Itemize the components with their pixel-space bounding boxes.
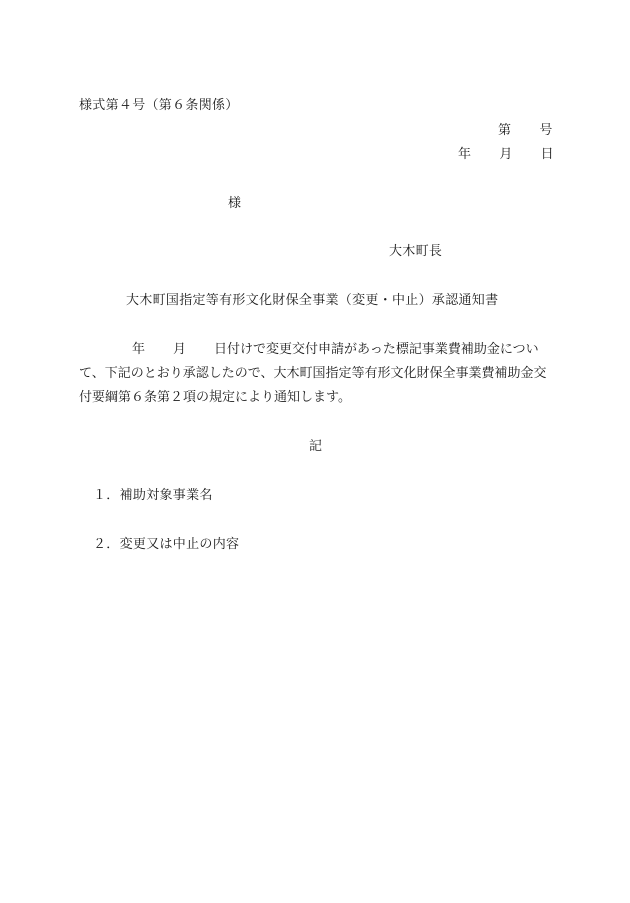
item-2-label: 変更又は中止の内容	[119, 537, 240, 552]
body-paragraph	[79, 338, 551, 410]
doc-number-label	[498, 123, 553, 139]
item-1-number: １．	[93, 488, 120, 503]
item-1	[93, 488, 213, 504]
document-title: 大木町国指定等有形文化財保全事業（変更・中止）承認通知書	[126, 293, 499, 308]
doc-number-prefix: 第	[498, 123, 512, 138]
ki-heading: 記	[309, 439, 323, 454]
item-1-label: 補助対象事業名	[119, 488, 213, 503]
body-month: 月	[173, 342, 187, 357]
item-2	[93, 537, 239, 553]
issue-date	[458, 147, 554, 163]
item-2-number: ２．	[93, 537, 120, 552]
addressee-suffix: 様	[228, 196, 242, 211]
issuer-name: 大木町長	[389, 244, 443, 259]
form-number: 様式第４号（第６条関係）	[79, 98, 239, 113]
doc-number-suffix: 号	[539, 123, 553, 138]
body-year: 年	[132, 342, 146, 357]
date-month: 月	[499, 147, 513, 162]
date-year: 年	[458, 147, 472, 162]
date-day: 日	[540, 147, 554, 162]
body-text: 日付けで変更交付申請があった標記事業費補助金について、下記のとおり承認したので、大木町国指定等有形文化財保全事業費補助金交付要綱第６条第２項の規定により通知します。	[79, 342, 547, 405]
